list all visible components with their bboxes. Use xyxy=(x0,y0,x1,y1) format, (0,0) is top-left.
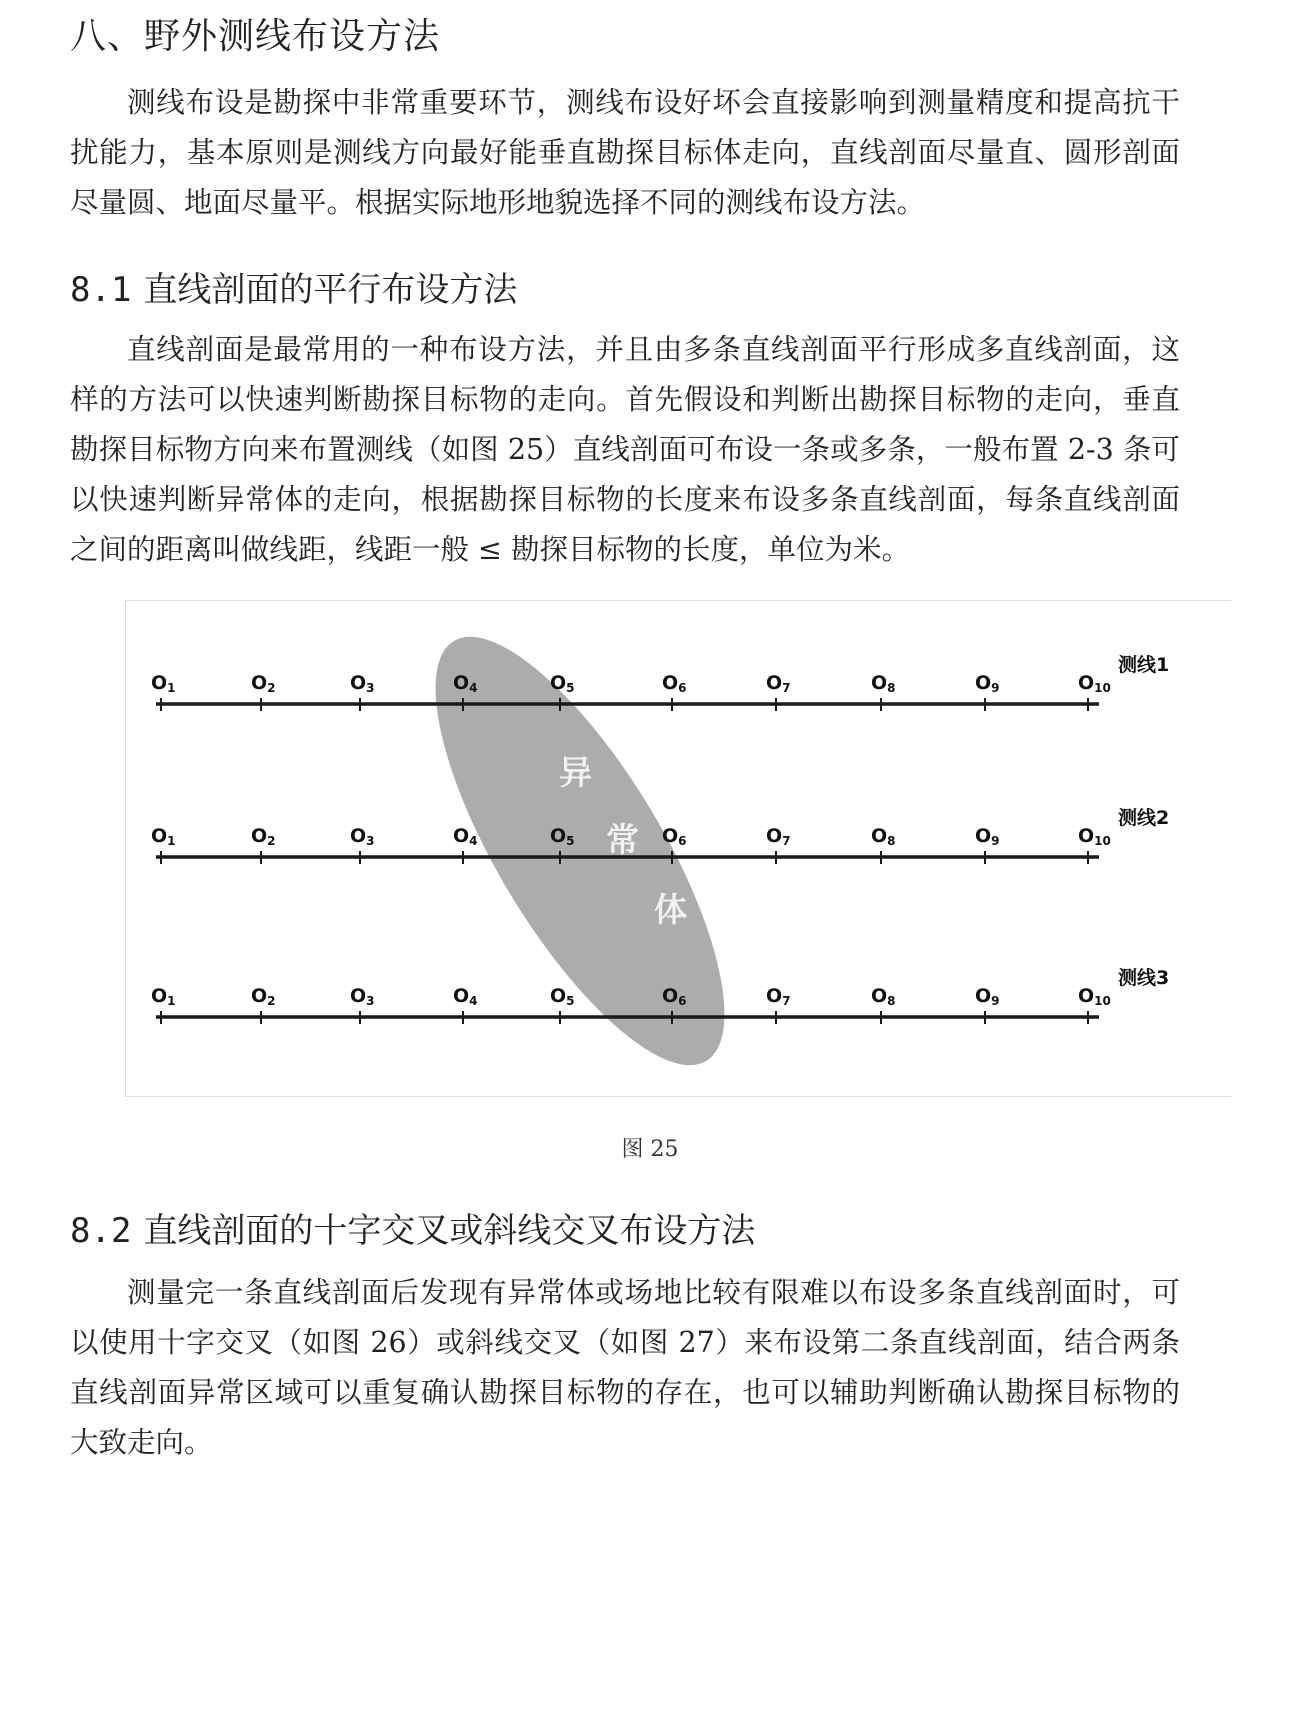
survey-point-label: O7 xyxy=(766,672,791,695)
subsection-number: 8.1 xyxy=(70,270,132,310)
survey-line-diagram xyxy=(126,601,1231,1096)
survey-point-label: O10 xyxy=(1078,825,1111,848)
anomaly-label-char: 异 xyxy=(559,753,592,792)
survey-point-label: O3 xyxy=(350,672,375,695)
section-heading: 八、野外测线布设方法 xyxy=(70,16,441,57)
survey-line-label: 测线1 xyxy=(1118,654,1170,676)
survey-point-label: O1 xyxy=(151,825,176,848)
intro-paragraph: 测线布设是勘探中非常重要环节，测线布设好坏会直接影响到测量精度和提高抗干扰能力，基本原则是测线方向最好能垂直勘探目标体走向，直线剖面尽量直、圆形剖面尽量圆、地面尽量平。根据实际地形地貌选择不同的测线布设方法。 xyxy=(70,86,1180,219)
subsection-title: 直线剖面的平行布设方法 xyxy=(143,270,518,310)
survey-point-label: O10 xyxy=(1078,672,1111,695)
survey-point-label: O5 xyxy=(550,985,575,1008)
survey-point-label: O4 xyxy=(453,825,478,848)
survey-point-label: O2 xyxy=(251,825,276,848)
subsection-heading-8-2 xyxy=(70,1203,755,1252)
survey-point-label: O9 xyxy=(975,672,1000,695)
survey-point-label: O8 xyxy=(871,985,896,1008)
survey-line-label: 测线3 xyxy=(1118,967,1170,989)
survey-point-label: O9 xyxy=(975,825,1000,848)
survey-point-label: O3 xyxy=(350,825,375,848)
survey-point-label: O2 xyxy=(251,985,276,1008)
survey-point-label: O4 xyxy=(453,672,478,695)
survey-point-label: O6 xyxy=(662,672,687,695)
figure-25 xyxy=(125,600,1231,1097)
subsection-heading-8-1 xyxy=(70,262,517,311)
survey-point-label: O5 xyxy=(550,825,575,848)
subsection-number: 8.2 xyxy=(70,1211,132,1251)
survey-point-label: O8 xyxy=(871,825,896,848)
survey-point-label: O1 xyxy=(151,672,176,695)
survey-point-label: O4 xyxy=(453,985,478,1008)
survey-point-label: O7 xyxy=(766,985,791,1008)
anomaly-label-char: 体 xyxy=(654,890,687,929)
subsection-title: 直线剖面的十字交叉或斜线交叉布设方法 xyxy=(143,1211,756,1251)
survey-point-label: O3 xyxy=(350,985,375,1008)
survey-point-label: O6 xyxy=(662,825,687,848)
subsection-body-8-1: 直线剖面是最常用的一种布设方法，并且由多条直线剖面平行形成多直线剖面，这样的方法可以快速判断勘探目标物的走向。首先假设和判断出勘探目标物的走向，垂直勘探目标物方向来布置测线（如图 25）直线剖面可布设一条或多条，一般布置 2-3 条可以快速判断异常体的走向，根据勘探目标物的长度来布设多条直线剖面，每条直线剖面之间的距离叫做线距，线距一般 ≤ 勘探目标物的长度，单位为米。 xyxy=(70,333,1180,566)
survey-point-label: O8 xyxy=(871,672,896,695)
subsection-body-8-2: 测量完一条直线剖面后发现有异常体或场地比较有限难以布设多条直线剖面时，可以使用十字交叉（如图 26）或斜线交叉（如图 27）来布设第二条直线剖面，结合两条直线剖面异常区域可以重复确认勘探目标物的存在，也可以辅助判断确认勘探目标物的大致走向。 xyxy=(70,1276,1180,1459)
survey-point-label: O10 xyxy=(1078,985,1111,1008)
survey-point-label: O9 xyxy=(975,985,1000,1008)
survey-line-label: 测线2 xyxy=(1118,807,1170,829)
anomaly-body-ellipse xyxy=(384,601,777,1096)
survey-point-label: O6 xyxy=(662,985,687,1008)
survey-point-label: O2 xyxy=(251,672,276,695)
survey-point-label: O7 xyxy=(766,825,791,848)
anomaly-label-char: 常 xyxy=(606,820,639,859)
figure-caption: 图 25 xyxy=(621,1137,679,1162)
survey-point-label: O5 xyxy=(550,672,575,695)
survey-point-label: O1 xyxy=(151,985,176,1008)
survey-line-1 xyxy=(151,653,1169,711)
